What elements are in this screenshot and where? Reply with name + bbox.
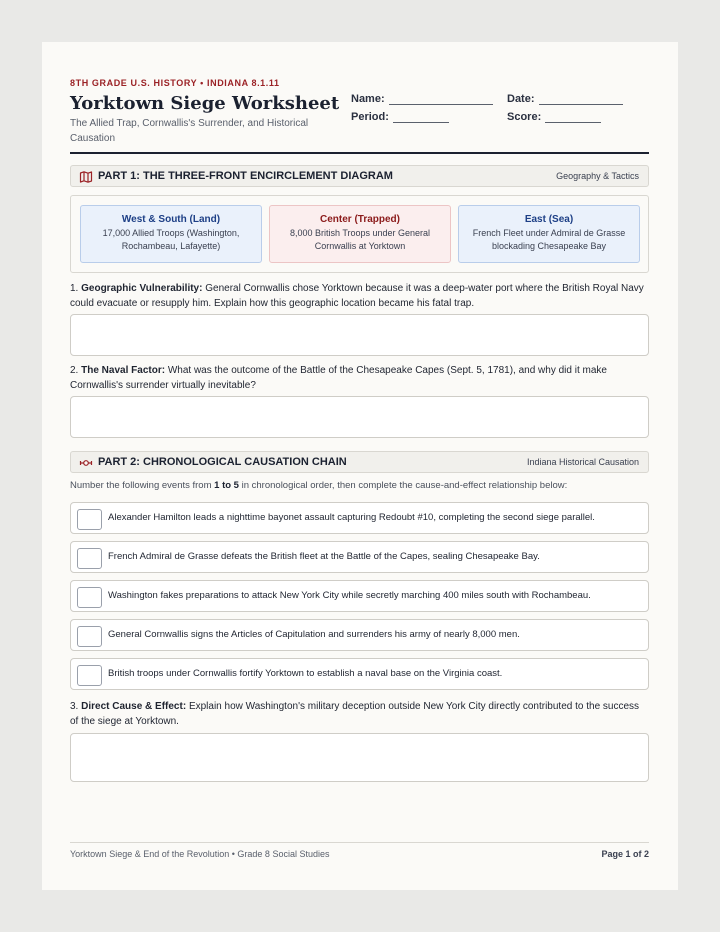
header-divider [70,152,649,154]
question-text: Explain how Washington's military deception outside New York City directly contributed to the success of the siege at Yorktown. [70,701,640,727]
worksheet-page [42,42,678,890]
zone-title: West & South (Land) [121,214,221,225]
timeline-icon [79,456,93,470]
event-text: General Cornwallis signs the Articles of Capitulation and surrenders his army of nearly 8,000 men. [108,629,520,640]
order-number-box[interactable] [77,509,102,530]
part1-title: PART 1: THE THREE-FRONT ENCIRCLEMENT DIAGRAM [98,170,393,182]
part2-header [70,451,649,473]
zone-description: 8,000 British Troops under General Cornwallis at Yorktown [289,228,431,251]
part2-tag: Indiana Historical Causation [526,457,639,467]
period-blank[interactable] [393,122,449,123]
name-field [351,93,493,105]
instructions-text: in chronological order, then complete the cause-and-effect relationship below: [238,480,568,491]
footer-course: Yorktown Siege & End of the Revolution • Grade 8 Social Studies [70,849,330,859]
period-label: Period: [351,111,389,123]
event-text: French Admiral de Grasse defeats the British fleet at the Battle of the Capes, sealing Chesapeake Bay. [108,551,540,562]
zone-center [269,205,451,263]
date-label: Date: [507,93,535,105]
course-kicker: 8TH GRADE U.S. HISTORY • INDIANA 8.1.11 [70,78,280,88]
part2-title: PART 2: CHRONOLOGICAL CAUSATION CHAIN [98,456,347,468]
question-number: 3. [70,701,79,712]
map-icon [79,170,93,184]
score-label: Score: [507,111,542,123]
instructions-range: 1 to 5 [214,480,239,491]
page-number: Page 1 of 2 [601,849,649,859]
event-text: Alexander Hamilton leads a nighttime bayonet assault capturing Redoubt #10, completing the second siege parallel. [108,512,595,523]
question-2 [70,363,649,393]
page-subtitle: The Allied Trap, Cornwallis's Surrender, and Historical Causation [70,118,309,144]
footer-divider [70,842,649,843]
zone-east-sea [458,205,640,263]
date-blank[interactable] [539,104,623,105]
event-row [70,541,649,573]
question-number: 2. [70,365,79,376]
question-label: Direct Cause & Effect: [81,701,187,712]
question-text: General Cornwallis chose Yorktown because it was a deep-water port where the British Royal Navy could evacuate or resupply him. Explain how this geographic location became his fatal trap. [70,283,644,309]
name-label: Name: [351,93,385,105]
order-number-box[interactable] [77,665,102,686]
zone-description: 17,000 Allied Troops (Washington, Rochambeau, Lafayette) [102,228,240,251]
instructions-text: Number the following events from [70,480,215,491]
zone-title: East (Sea) [524,214,574,225]
event-row [70,580,649,612]
page-title: Yorktown Siege Worksheet [70,93,340,114]
date-field [507,93,623,105]
zone-description: French Fleet under Admiral de Grasse blockading Chesapeake Bay [472,228,626,251]
answer-box-2[interactable] [70,396,649,438]
question-label: The Naval Factor: [81,365,166,376]
answer-box-1[interactable] [70,314,649,356]
part1-header [70,165,649,187]
question-text: What was the outcome of the Battle of the Chesapeake Capes (Sept. 5, 1781), and why did it make Cornwallis's surrender virtually inevitable? [70,365,607,391]
event-row [70,658,649,690]
question-1 [70,281,649,311]
answer-box-3[interactable] [70,733,649,782]
question-number: 1. [70,283,79,294]
event-row [70,502,649,534]
part2-instructions [70,480,567,491]
order-number-box[interactable] [77,587,102,608]
question-3 [70,699,649,729]
event-text: British troops under Cornwallis fortify Yorktown to establish a naval base on the Virginia coast. [108,668,503,679]
encirclement-diagram [70,195,649,273]
order-number-box[interactable] [77,548,102,569]
score-blank[interactable] [545,122,601,123]
zone-title: Center (Trapped) [319,214,400,225]
name-blank[interactable] [389,104,493,105]
order-number-box[interactable] [77,626,102,647]
event-text: Washington fakes preparations to attack New York City while secretly marching 400 miles south with Rochambeau. [108,590,591,601]
question-label: Geographic Vulnerability: [81,283,203,294]
part1-tag: Geography & Tactics [556,171,639,181]
period-field [351,111,449,123]
zone-west-south [80,205,262,263]
score-field [507,111,601,123]
event-row [70,619,649,651]
